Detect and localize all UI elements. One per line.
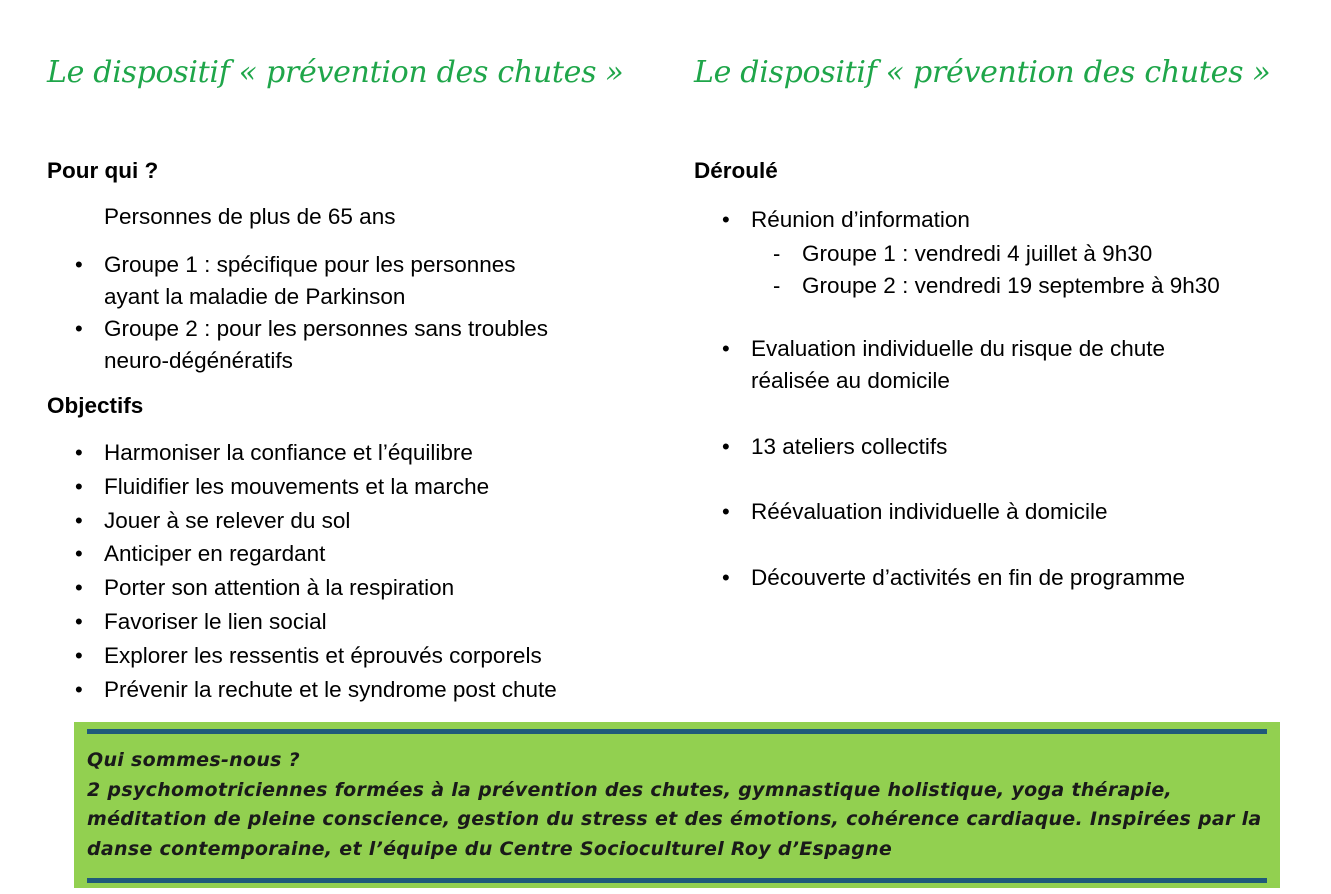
- list-item: • Prévenir la rechute et le syndrome post chute: [47, 673, 557, 707]
- list-item: [694, 204, 1220, 302]
- list-item: • Anticiper en regardant: [47, 537, 557, 571]
- list-item: [694, 333, 1165, 397]
- for-whom-heading: Pour qui ?: [47, 158, 159, 183]
- left-page-title: Le dispositif « prévention des chutes »: [47, 55, 624, 90]
- groups-list: [47, 249, 548, 377]
- group-2-line2: neuro-dégénératifs: [104, 348, 293, 373]
- right-page-title: Le dispositif « prévention des chutes »: [694, 55, 1271, 90]
- list-item: • Favoriser le lien social: [47, 605, 557, 639]
- list-item: [47, 313, 548, 377]
- info-meeting-label: Réunion d’information: [751, 207, 970, 232]
- list-item: - Groupe 2 : vendredi 19 septembre à 9h30: [751, 270, 1220, 302]
- deroule-heading: Déroulé: [694, 158, 778, 183]
- list-item: • Découverte d’activités en fin de programme: [694, 562, 1185, 594]
- evaluation-line2: réalisée au domicile: [751, 368, 950, 393]
- evaluation-line1: Evaluation individuelle du risque de chute: [751, 336, 1166, 361]
- bottom-divider: [87, 878, 1267, 883]
- about-line-2: méditation de pleine conscience, gestion du stress et des émotions, cohérence cardiaque. Inspirées par la: [87, 808, 1262, 831]
- group-2-line1: Groupe 2 : pour les personnes sans troubles: [104, 316, 549, 341]
- about-question: Qui sommes-nous ?: [87, 749, 300, 771]
- list-item: • Jouer à se relever du sol: [47, 504, 557, 538]
- list-item: • Explorer les ressentis et éprouvés corporels: [47, 639, 557, 673]
- objectives-heading: Objectifs: [47, 393, 144, 418]
- about-us-box: [74, 722, 1280, 888]
- list-item: [47, 249, 548, 313]
- group-1-line1: Groupe 1 : spécifique pour les personnes: [104, 252, 516, 277]
- about-us-text: [87, 746, 1272, 865]
- workshops-list: [694, 431, 947, 463]
- about-line-1: 2 psychomotriciennes formées à la prévention des chutes, gymnastique holistique, yoga thérapie,: [87, 778, 1173, 801]
- info-meeting-list: [694, 204, 1220, 302]
- list-item: - Groupe 1 : vendredi 4 juillet à 9h30: [751, 238, 1220, 270]
- list-item: • 13 ateliers collectifs: [694, 431, 947, 463]
- list-item: • Réévaluation individuelle à domicile: [694, 496, 1107, 528]
- discovery-list: [694, 562, 1185, 594]
- objectives-list: [47, 436, 557, 706]
- reevaluation-list: [694, 496, 1107, 528]
- list-item: • Fluidifier les mouvements et la marche: [47, 470, 557, 504]
- for-whom-text: Personnes de plus de 65 ans: [104, 204, 396, 229]
- about-line-3: danse contemporaine, et l’équipe du Centre Socioculturel Roy d’Espagne: [87, 838, 893, 861]
- info-sessions-list: [751, 238, 1220, 302]
- group-1-line2: ayant la maladie de Parkinson: [104, 284, 406, 309]
- list-item: • Harmoniser la confiance et l’équilibre: [47, 436, 557, 470]
- evaluation-list: [694, 333, 1165, 397]
- top-divider: [87, 729, 1267, 734]
- list-item: • Porter son attention à la respiration: [47, 571, 557, 605]
